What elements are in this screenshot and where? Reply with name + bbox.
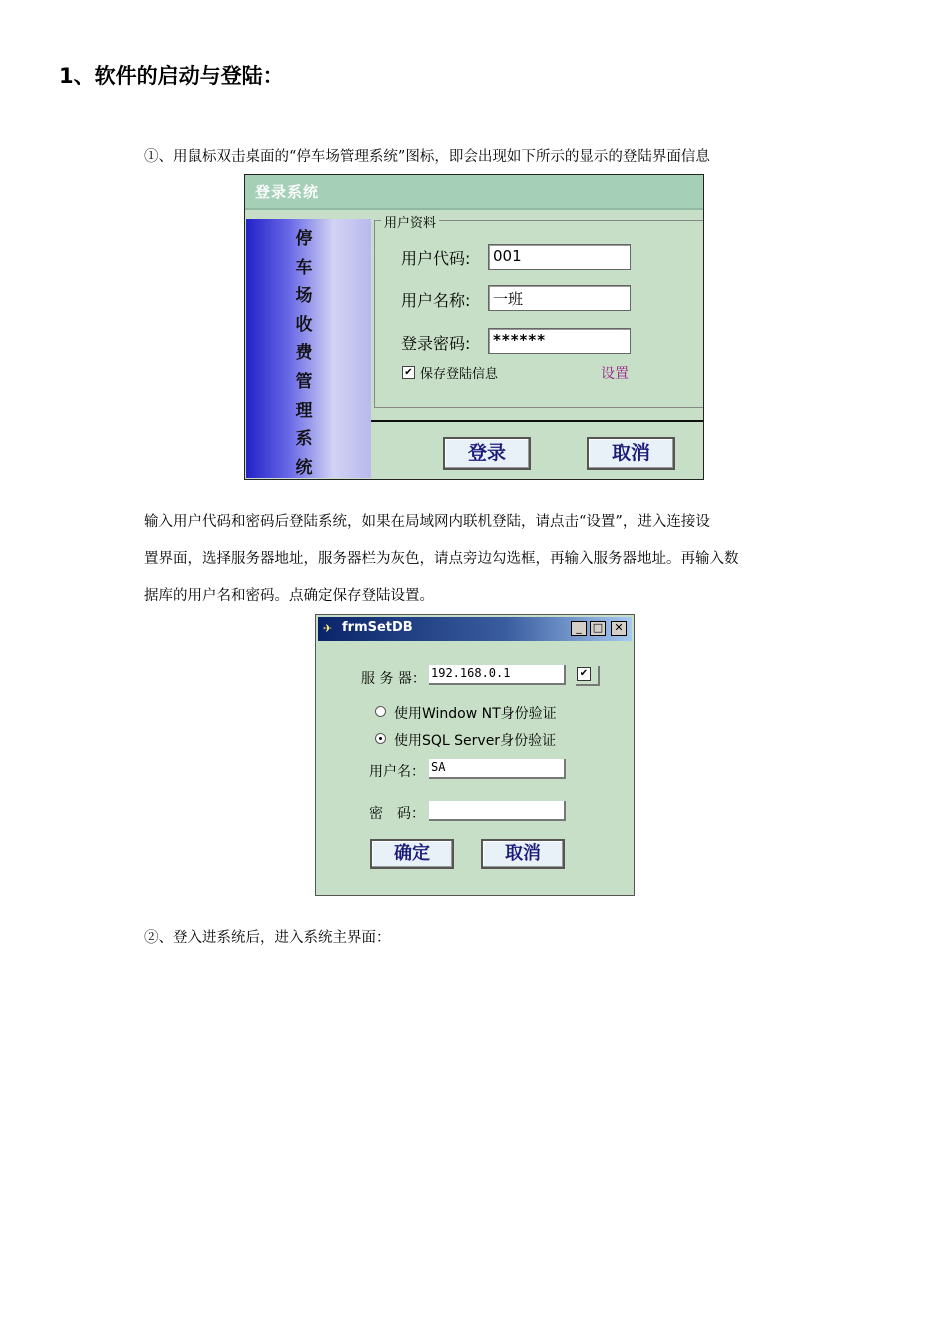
server-input[interactable]: 192.168.0.1	[429, 665, 566, 685]
maximize-icon[interactable]: □	[590, 621, 606, 636]
setdb-window	[315, 614, 635, 896]
db-username-input[interactable]: SA	[429, 759, 566, 779]
sidebar-char: 管	[295, 372, 313, 392]
user-info-group-label: 用户资料	[381, 212, 439, 231]
setup-paragraph-line: 置界面，选择服务器地址，服务器栏为灰色，请点旁边勾选框，再输入服务器地址。再输入数	[144, 551, 739, 567]
server-label: 服 务 器：	[361, 671, 426, 687]
settings-link[interactable]: 设置	[601, 366, 629, 382]
user-name-label: 用户名称:	[401, 291, 471, 310]
login-title: 登录系统	[255, 183, 320, 201]
sidebar-char: 费	[295, 343, 313, 363]
setdb-title: frmSetDB	[342, 620, 413, 635]
windows-auth-label: 使用Window NT身份验证	[394, 706, 557, 722]
sql-auth-label: 使用SQL Server身份验证	[394, 733, 557, 749]
sql-auth-radio[interactable]	[375, 733, 386, 744]
password-label: 登录密码:	[401, 334, 471, 353]
login-cancel-button[interactable]: 取消	[587, 437, 675, 470]
db-password-label: 密 码：	[369, 806, 425, 822]
radio-selected-dot	[379, 737, 382, 740]
sidebar-char: 统	[295, 458, 313, 478]
ok-button[interactable]: 确定	[370, 839, 454, 869]
close-icon[interactable]: ✕	[611, 621, 627, 636]
login-window	[244, 174, 704, 480]
intro-paragraph: ①、用鼠标双击桌面的“停车场管理系统”图标，即会出现如下所示的显示的登陆界面信息	[144, 149, 710, 165]
sidebar-char: 停	[295, 229, 313, 249]
user-code-label: 用户代码:	[401, 249, 471, 268]
login-button[interactable]: 登录	[443, 437, 531, 470]
password-input[interactable]: ******	[488, 328, 631, 354]
main-ui-paragraph: ②、登入进系统后，进入系统主界面：	[144, 930, 391, 946]
sidebar-char: 理	[295, 401, 313, 421]
sidebar-char: 场	[295, 286, 313, 306]
save-login-label: 保存登陆信息	[420, 367, 499, 382]
sidebar-char: 车	[295, 258, 313, 278]
minimize-icon[interactable]: _	[571, 621, 587, 636]
db-password-input[interactable]	[429, 801, 566, 821]
server-enable-checkbox[interactable]	[576, 666, 600, 686]
save-login-checkbox[interactable]: ✔	[402, 366, 415, 379]
sidebar-char: 系	[295, 429, 313, 449]
setdb-title-bar	[318, 617, 632, 641]
login-title-bar	[245, 175, 703, 210]
login-separator	[371, 420, 704, 422]
app-icon: ✈	[323, 622, 333, 635]
server-enable-check-mark: ✔	[577, 667, 591, 681]
user-code-input[interactable]: 001	[488, 244, 631, 270]
user-name-input[interactable]: 一班	[488, 285, 631, 311]
setup-paragraph-line: 据库的用户名和密码。点确定保存登陆设置。	[144, 588, 434, 604]
sidebar-char: 收	[295, 315, 313, 335]
login-sidebar-banner	[246, 219, 371, 478]
windows-auth-radio[interactable]	[375, 706, 386, 717]
setdb-cancel-button[interactable]: 取消	[481, 839, 565, 869]
section-heading: 1、软件的启动与登陆：	[59, 64, 284, 88]
setup-paragraph-line: 输入用户代码和密码后登陆系统，如果在局域网内联机登陆，请点击“设置”，进入连接设	[144, 514, 710, 530]
db-username-label: 用户名：	[369, 764, 425, 780]
